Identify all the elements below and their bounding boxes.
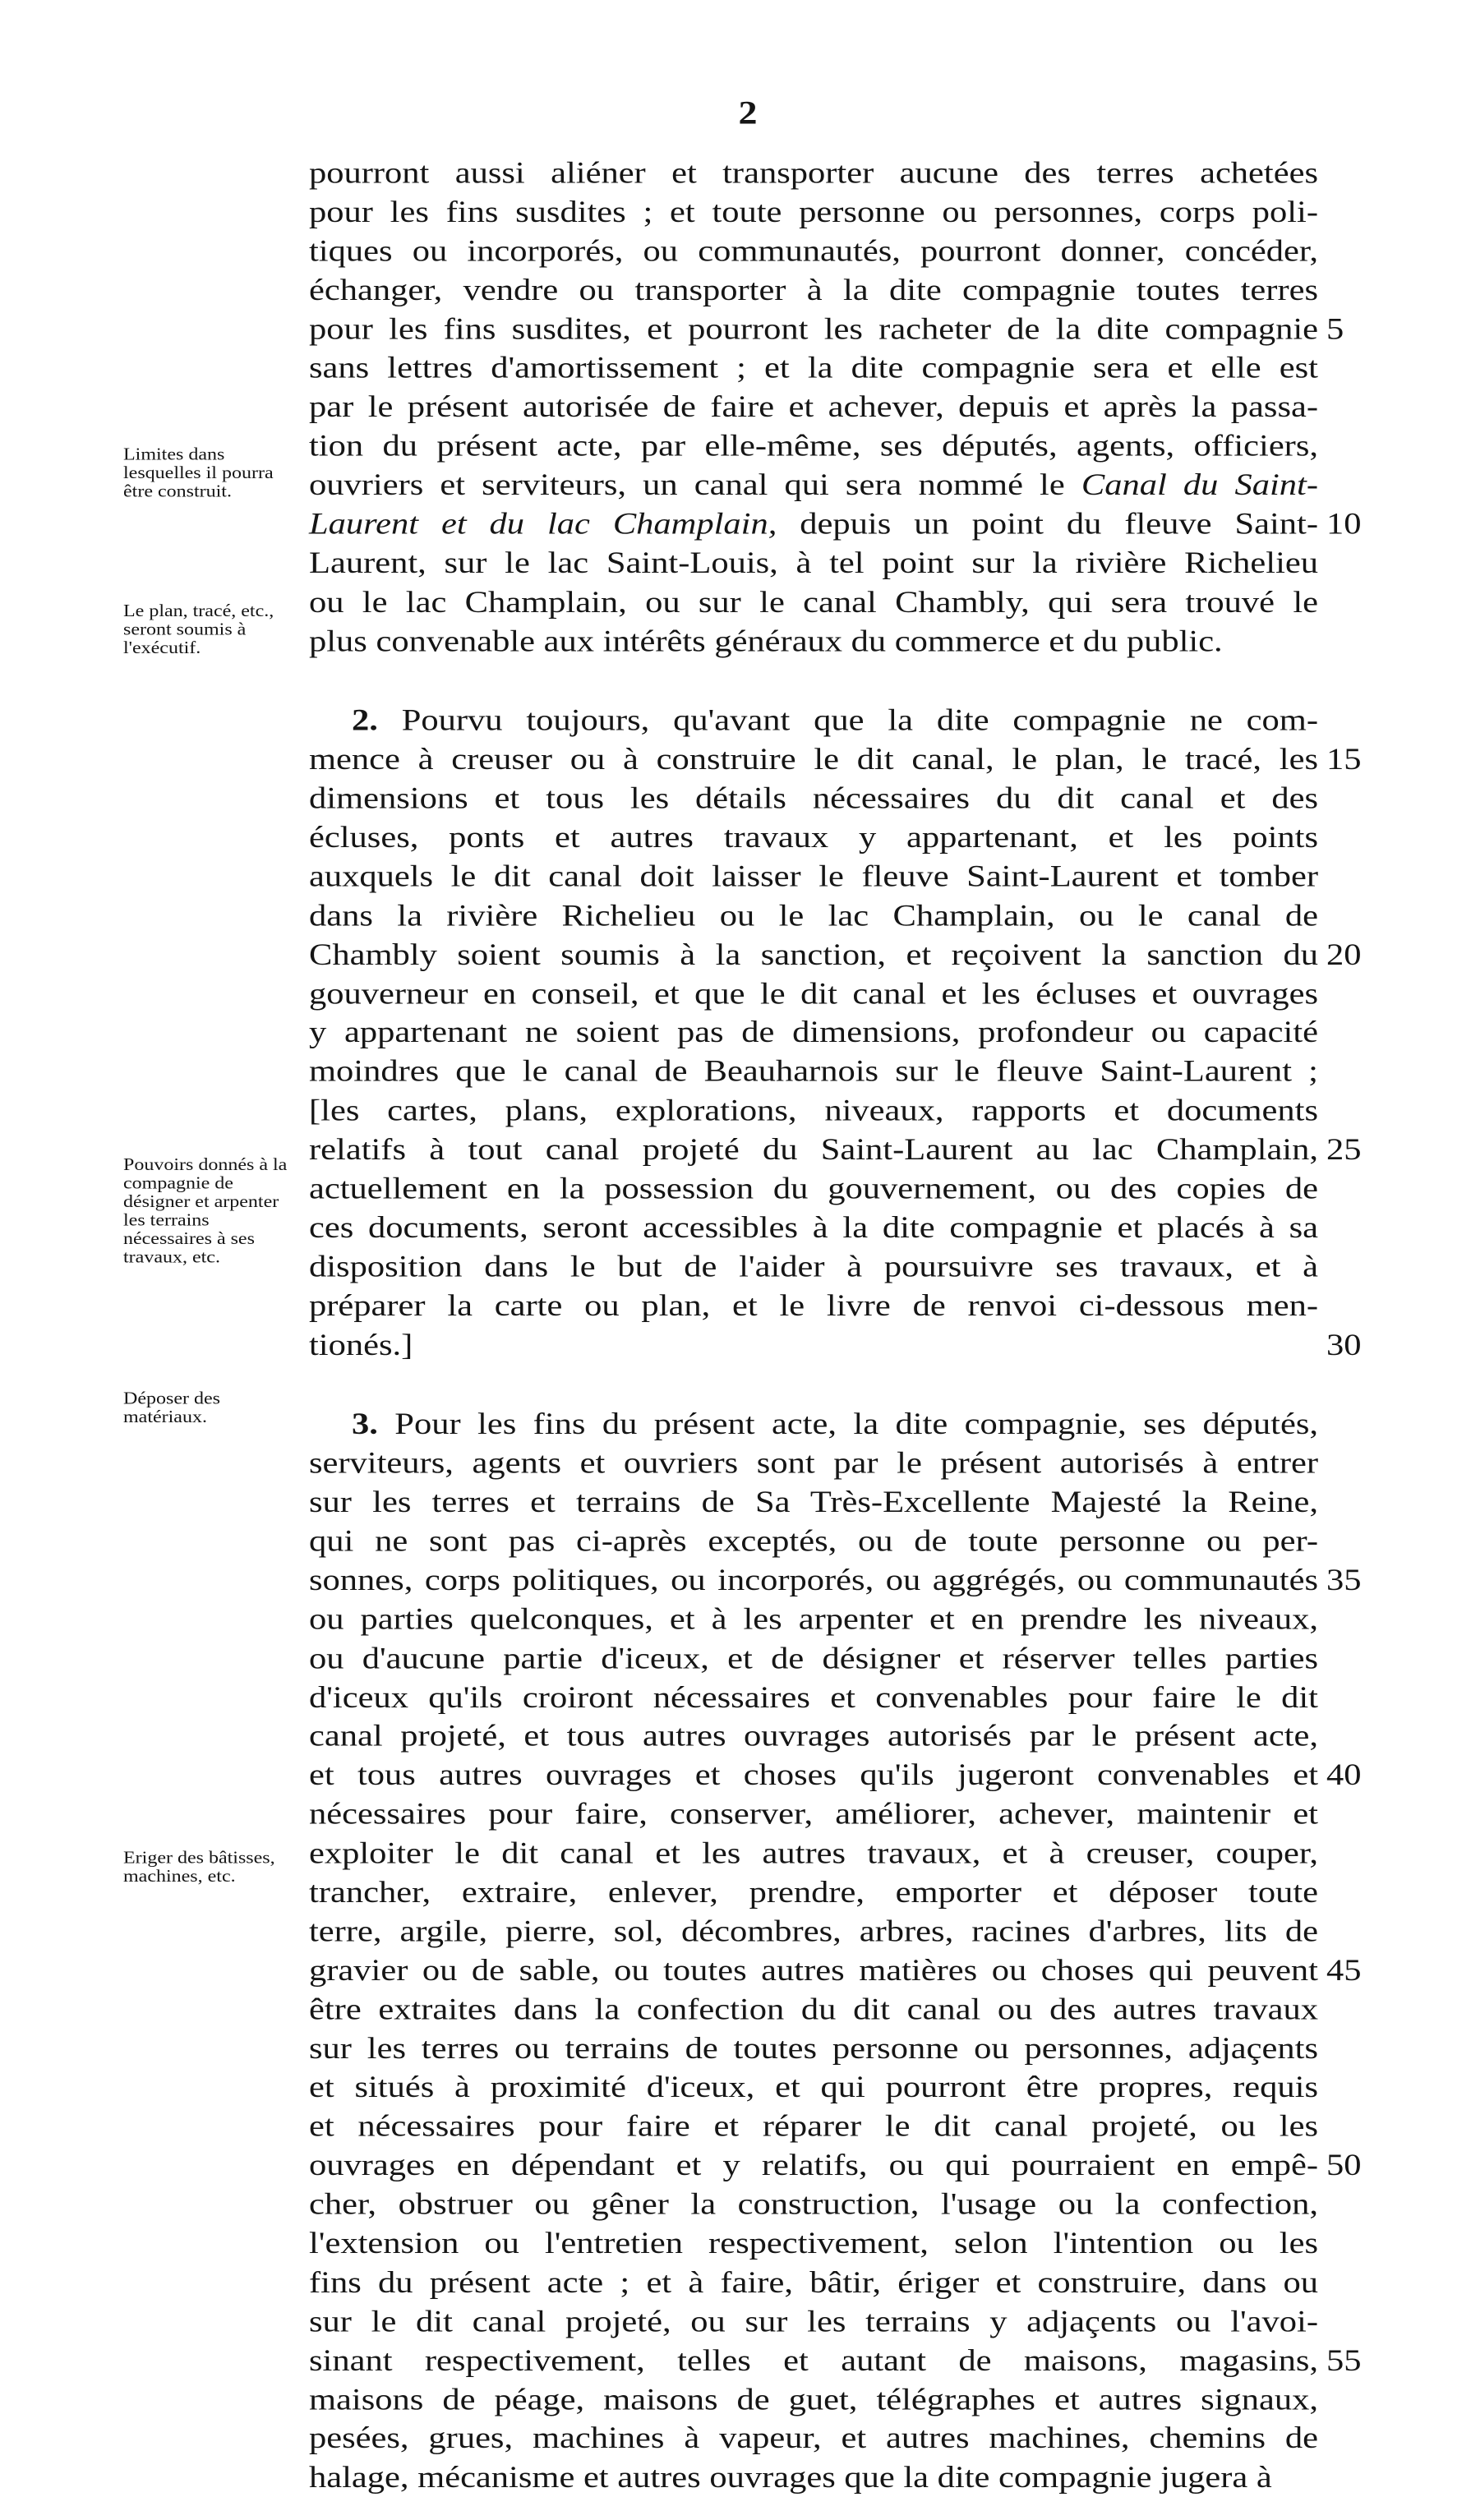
text-line: exploiter le dit canal et les autres travaux, et à creuser, couper, [309,1836,1318,1870]
text-line: sur le dit canal projeté, ou sur les terrains y adjaçents ou l'avoi- [309,2305,1318,2338]
text-line: serviteurs, agents et ouvriers sont par le présent autorisés à entrer [309,1446,1318,1481]
text-line: l'extension ou l'entretien respectivement, selon l'intention ou les [309,2227,1318,2260]
text-line: relatifs à tout canal projeté du Saint-Laurent au lac Champlain, [309,1132,1318,1167]
line-number: 20 [1326,938,1362,972]
section-number: 3. [352,1407,378,1441]
text-line [309,504,1318,544]
text-line: tion du présent acte, par elle-même, ses députés, agents, officiers, [309,429,1318,463]
page-number: 2 [738,94,758,131]
text-line: et nécessaires pour faire et réparer le dit canal projeté, ou les [309,2109,1318,2144]
margin-note-eriger: Eriger des bâtisses, machines, etc. [123,1848,275,1886]
line-number: 35 [1326,1563,1362,1597]
text-line: sur les terres et terrains de Sa Très-Excellente Majesté la Reine, [309,1486,1318,1519]
line-number: 50 [1326,2149,1362,2182]
text-line: être extraites dans la confection du dit canal ou des autres travaux [309,1993,1318,2026]
text-line: fins du présent acte ; et à faire, bâtir, ériger et construire, dans ou [309,2265,1318,2300]
text-line: pesées, grues, machines à vapeur, et autres machines, chemins de [309,2421,1318,2456]
text-line: dimensions et tous les détails nécessaires du dit canal et des [309,781,1318,816]
text-line: maisons de péage, maisons de guet, télégraphes et autres signaux, [309,2383,1318,2416]
margin-note-deposer: Déposer des matériaux. [123,1389,220,1427]
text-line: ou le lac Champlain, ou sur le canal Chambly, qui sera trouvé le [309,585,1318,620]
text-line: dans la rivière Richelieu ou le lac Champlain, ou le canal de [309,899,1318,933]
text-line: auxquels le dit canal doit laisser le fleuve Saint-Laurent et tomber [309,859,1318,894]
text-line: plus convenable aux intérêts généraux du commerce et du public. [309,624,1223,658]
text-line: terre, argile, pierre, sol, décombres, arbres, racines d'arbres, lits de [309,1914,1318,1948]
text-line: mence à creuser ou à construire le dit canal, le plan, le tracé, les [309,743,1318,776]
text-line: halage, mécanisme et autres ouvrages que la dite compagnie jugera à [309,2461,1272,2495]
text-line: gravier ou de sable, ou toutes autres matières ou choses qui peuvent [309,1953,1318,1988]
text-line: canal projeté, et tous autres ouvrages autorisés par le présent acte, [309,1719,1318,1753]
text-line: préparer la carte ou plan, et le livre de renvoi ci-dessous men- [309,1288,1318,1323]
line-number: 15 [1326,743,1362,776]
text-line: qui ne sont pas ci-après exceptés, ou de toute personne ou per- [309,1524,1318,1559]
text-line: et tous autres ouvrages et choses qu'ils jugeront convenables et [309,1758,1318,1793]
text-line [309,701,1318,740]
line-number: 5 [1326,312,1344,346]
text-run: Pourvu toujours, qu'avant que la dite compagnie ne com- [377,703,1318,738]
line-number: 55 [1326,2343,1362,2378]
text-run: ouvriers et serviteurs, un canal qui sera nommé le [309,468,1065,502]
line-number: 10 [1326,507,1362,541]
margin-note-plan: Le plan, tracé, etc., seront soumis à l'exécutif. [123,601,274,658]
margin-note-limites: Limites dans lesquelles il pourra être construit. [123,445,274,501]
margin-note-pouvoirs: Pouvoirs donnés à la compagnie de désigner et arpenter les terrains nécessaires à ses travaux, etc. [123,1155,288,1267]
line-number: 40 [1326,1758,1362,1793]
text-line: gouverneur en conseil, et que le dit canal et les écluses et ouvrages [309,977,1318,1011]
text-line: tionés.] [309,1328,413,1362]
text-run: depuis un point du fleuve Saint- [777,507,1318,541]
text-line: sur les terres ou terrains de toutes personne ou personnes, adjaçents [309,2031,1318,2066]
text-line [309,466,1318,505]
line-number: 25 [1326,1132,1362,1167]
text-line: Chambly soient soumis à la sanction, et reçoivent la sanction du [309,938,1318,972]
text-line: trancher, extraire, enlever, prendre, emporter et déposer toute [309,1875,1318,1910]
text-line [309,1405,1318,1444]
text-line: pour les fins susdites ; et toute personne ou personnes, corps poli- [309,195,1318,229]
text-line: actuellement en la possession du gouvernement, ou des copies de [309,1172,1318,1206]
text-line: d'iceux qu'ils croiront nécessaires et convenables pour faire le dit [309,1680,1318,1715]
text-line: moindres que le canal de Beauharnois sur le fleuve Saint-Laurent ; [309,1055,1318,1089]
text-line: y appartenant ne soient pas de dimensions, profondeur ou capacité [309,1016,1318,1050]
canal-name-italic: Laurent et du lac Champlain, [309,507,777,541]
text-line: sans lettres d'amortissement ; et la dite compagnie sera et elle est [309,351,1318,385]
line-number: 45 [1326,1953,1362,1988]
text-line: ces documents, seront accessibles à la dite compagnie et placés à sa [309,1210,1318,1245]
text-line: et situés à proximité d'iceux, et qui pourront être propres, requis [309,2071,1318,2104]
text-line: tiques ou incorporés, ou communautés, pourront donner, concéder, [309,234,1318,268]
text-line: par le présent autorisée de faire et achever, depuis et après la passa- [309,390,1318,424]
section-number: 2. [352,703,378,738]
text-line: écluses, ponts et autres travaux y appartenant, et les points [309,821,1318,855]
text-line: cher, obstruer ou gêner la construction, l'usage ou la confection, [309,2187,1318,2222]
text-line: nécessaires pour faire, conserver, améliorer, achever, maintenir et [309,1797,1318,1831]
text-line: [les cartes, plans, explorations, niveaux, rapports et documents [309,1094,1318,1128]
text-line: pour les fins susdites, et pourront les racheter de la dite compagnie [309,312,1318,346]
text-line: ou parties quelconques, et à les arpenter et en prendre les niveaux, [309,1602,1318,1637]
text-line: sinant respectivement, telles et autant de maisons, magasins, [309,2343,1318,2378]
text-line: ou d'aucune partie d'iceux, et de désigner et réserver telles parties [309,1641,1318,1675]
text-line: pourront aussi aliéner et transporter aucune des terres achetées [309,156,1318,190]
line-number: 30 [1326,1328,1362,1362]
canal-name-italic: Canal du Saint- [1081,468,1318,502]
text-line: sonnes, corps politiques, ou incorporés, ou aggrégés, ou communautés [309,1563,1318,1597]
text-run: Pour les fins du présent acte, la dite compagnie, ses députés, [377,1407,1318,1441]
text-line: ouvrages en dépendant et y relatifs, ou qui pourraient en empê- [309,2149,1318,2182]
text-line: disposition dans le but de l'aider à poursuivre ses travaux, et à [309,1250,1318,1284]
text-line: Laurent, sur le lac Saint-Louis, à tel point sur la rivière Richelieu [309,546,1318,580]
text-line: échanger, vendre ou transporter à la dite compagnie toutes terres [309,273,1318,307]
